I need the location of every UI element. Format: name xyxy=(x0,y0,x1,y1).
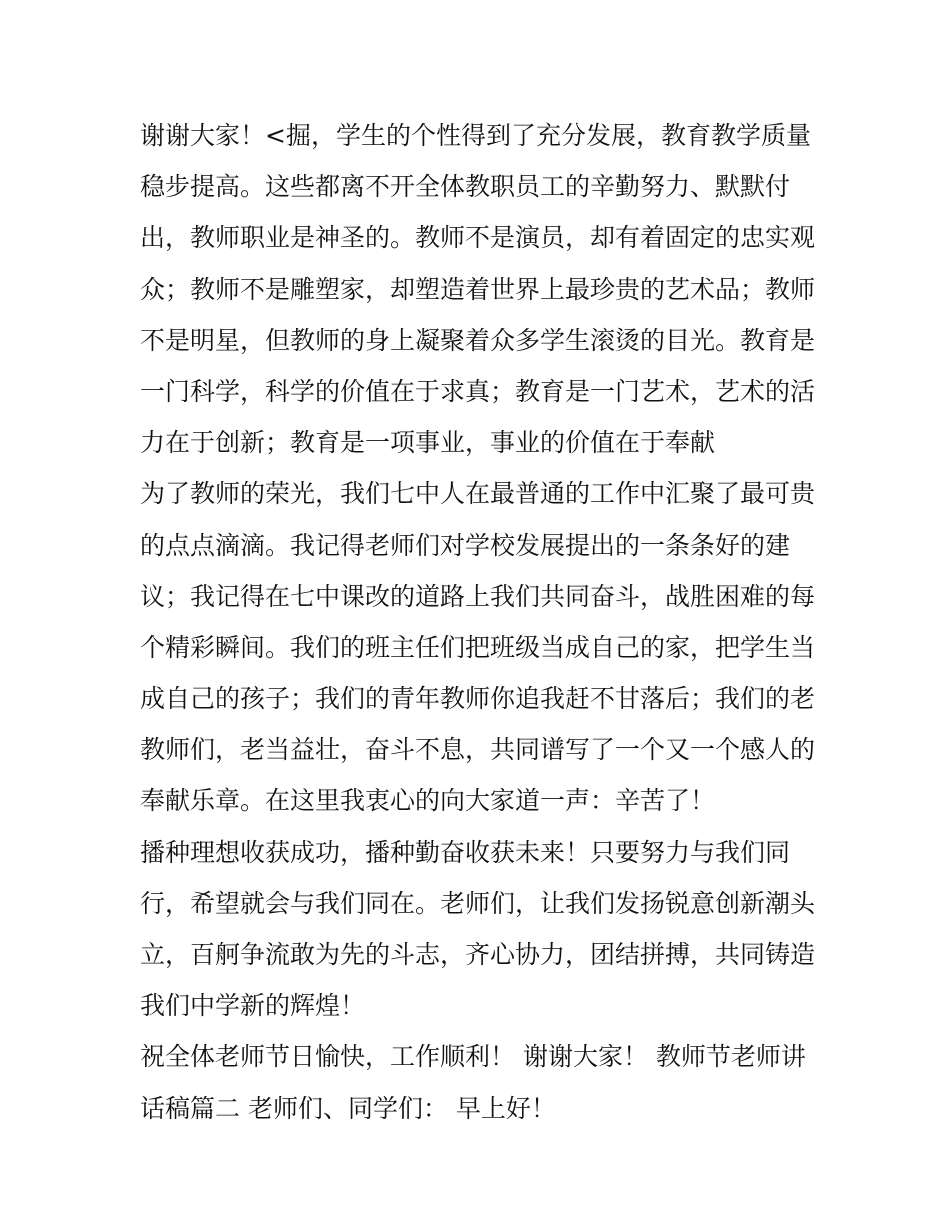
text-line: 谢谢大家！<掘，学生的个性得到了充分发展，教育教学质量 xyxy=(140,121,811,150)
text-line: 力在于创新；教育是一项事业，事业的价值在于奉献 xyxy=(140,428,716,458)
text-line: 为了教师的荣光，我们七中人在最普通的工作中汇聚了最可贵 xyxy=(140,479,816,509)
text-line: 的点点滴滴。我记得老师们对学校发展提出的一条条好的建 xyxy=(140,530,791,560)
text-line: 稳步提高。这些都离不开全体教职员工的辛勤努力、默默付 xyxy=(140,172,791,202)
text-line: 话稿篇二 老师们、同学们： 早上好！ xyxy=(140,1093,556,1123)
text-line: 成自己的孩子；我们的青年教师你追我赶不甘落后；我们的老 xyxy=(140,684,816,714)
text-line: 不是明星，但教师的身上凝聚着众多学生滚烫的目光。教育是 xyxy=(140,325,816,355)
text-line: 一门科学，科学的价值在于求真；教育是一门艺术，艺术的活 xyxy=(140,376,816,406)
text-line: 行，希望就会与我们同在。老师们，让我们发扬锐意创新潮头 xyxy=(140,888,816,918)
text-line: 播种理想收获成功，播种勤奋收获未来！只要努力与我们同 xyxy=(140,837,791,867)
text-line: 立，百舸争流敢为先的斗志，齐心协力，团结拼搏，共同铸造 xyxy=(140,940,816,969)
text-line: 我们中学新的辉煌！ xyxy=(140,991,366,1021)
text-line: 祝全体老师节日愉快，工作顺利！ 谢谢大家！ 教师节老师讲 xyxy=(140,1042,806,1072)
text-line: 出，教师职业是神圣的。教师不是演员，却有着固定的忠实观 xyxy=(140,223,816,253)
text-line: 个精彩瞬间。我们的班主任们把班级当成自己的家，把学生当 xyxy=(140,632,816,662)
text-line: 奉献乐章。在这里我衷心的向大家道一声：辛苦了！ xyxy=(140,786,716,816)
text-line: 议；我记得在七中课改的道路上我们共同奋斗，战胜困难的每 xyxy=(140,581,816,611)
text-line: 教师们，老当益壮，奋斗不息，共同谱写了一个又一个感人的 xyxy=(140,735,816,765)
speech-text xyxy=(140,110,820,1134)
text-line: 众；教师不是雕塑家，却塑造着世界上最珍贵的艺术品；教师 xyxy=(140,274,816,304)
